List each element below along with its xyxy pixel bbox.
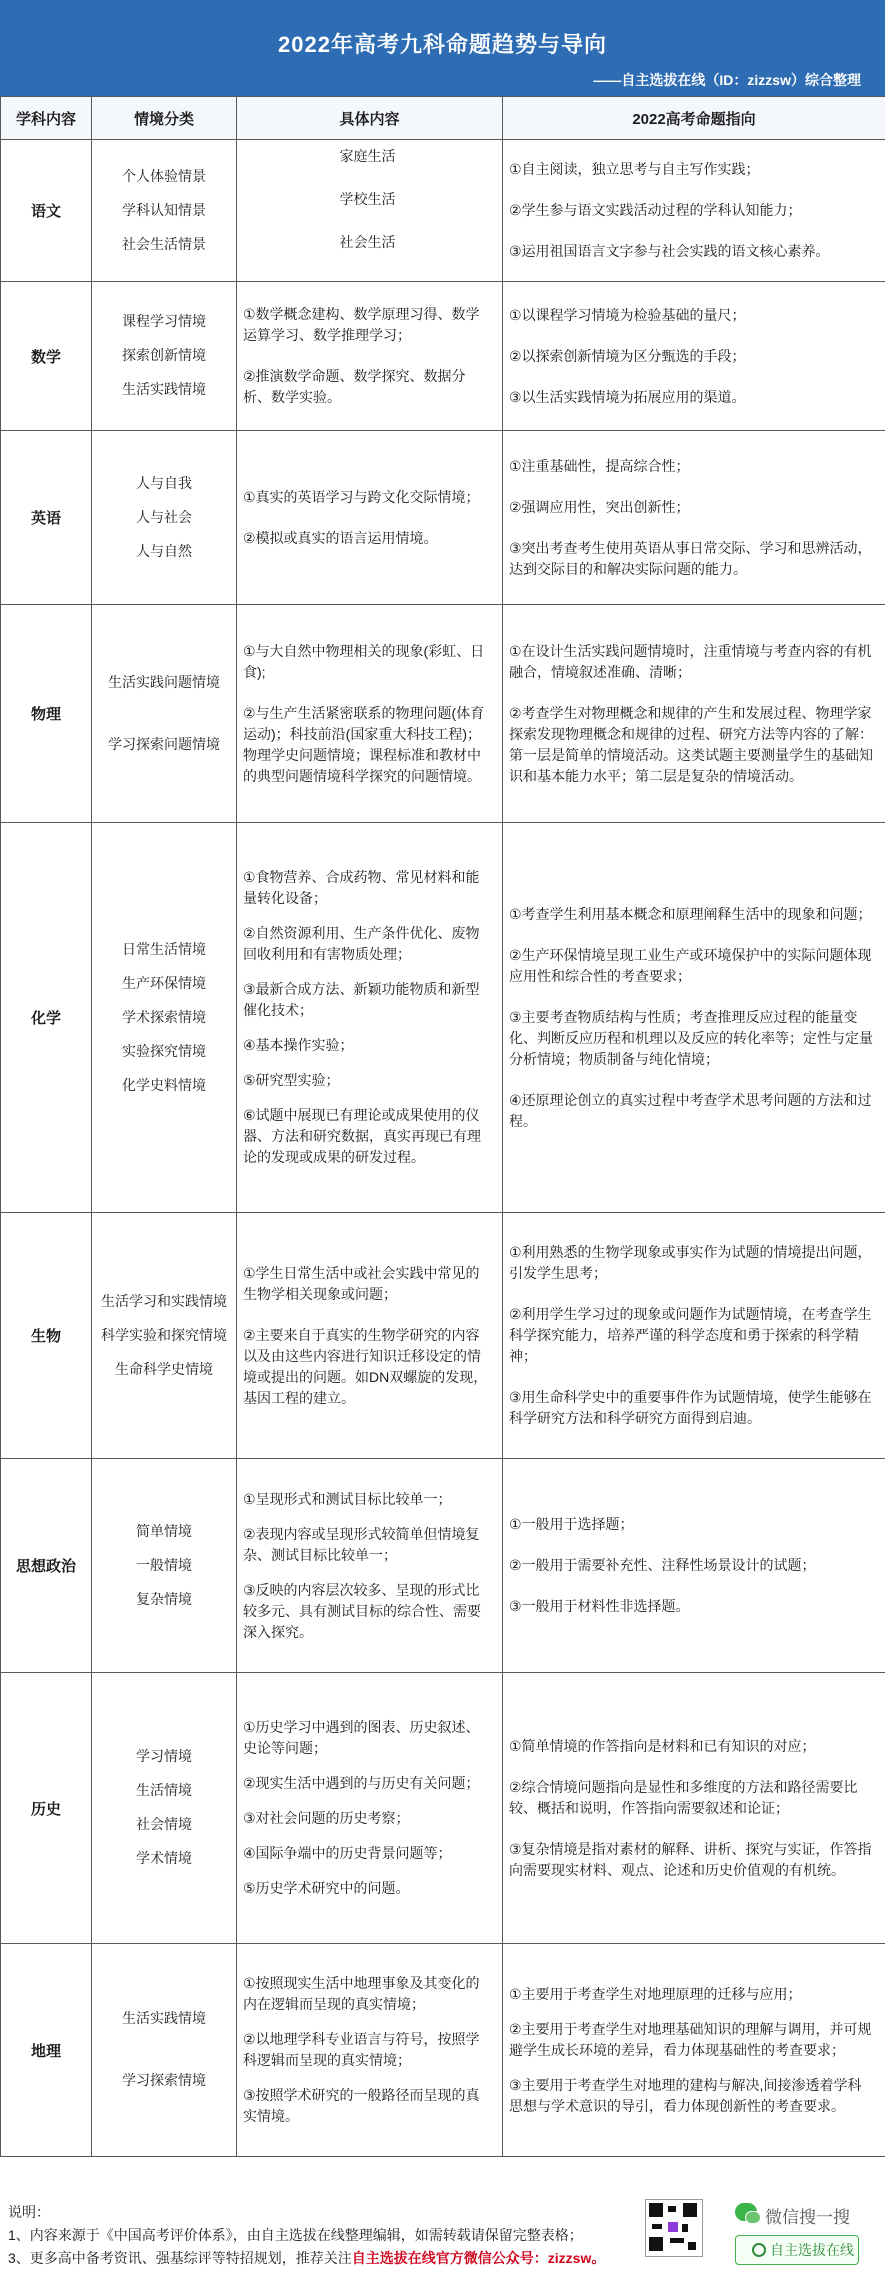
category-item: 学习探索问题情境 <box>108 735 220 752</box>
note-2-highlight: 自主选拔在线官方微信公众号：zizzsw。 <box>351 2250 606 2266</box>
subject-cell: 英语 <box>1 431 92 605</box>
category-cell <box>92 282 237 431</box>
category-cell <box>92 823 237 1213</box>
content-item: ①数学概念建构、数学原理习得、数学运算学习、数学推理学习； <box>243 306 480 343</box>
subject-cell: 物理 <box>1 605 92 823</box>
content-cell <box>237 282 503 431</box>
content-cell <box>237 140 503 282</box>
direction-item: ③复杂情境是指对素材的解释、讲析、探究与实证，作答指向需要现实材料、观点、论述和历史价值观的有机统。 <box>509 1840 872 1878</box>
table-row-chemistry <box>1 823 885 1213</box>
direction-item: ③主要考查物质结构与性质；考查推理反应过程的能量变化、判断反应历程和机理以及反应的转化率等；定性与定量分析情境；物质制备与纯化情境； <box>509 1008 873 1067</box>
content-cell <box>237 1459 503 1673</box>
direction-item: ①注重基础性，提高综合性； <box>509 457 690 474</box>
direction-item: ①简单情境的作答指向是材料和已有知识的对应； <box>509 1737 816 1754</box>
search-icon <box>752 2243 766 2257</box>
content-item: ②表现内容或呈现形式较简单但情境复杂、测试目标比较单一； <box>243 1525 480 1563</box>
header-content: 具体内容 <box>237 97 503 140</box>
direction-item: ③以生活实践情境为拓展应用的渠道。 <box>509 388 746 405</box>
category-item: 学习情境 <box>136 1748 192 1764</box>
content-item: ①学生日常生活中或社会实践中常见的生物学相关现象或问题； <box>243 1264 480 1302</box>
page-header <box>0 0 885 96</box>
content-item: ①真实的英语学习与跨文化交际情境； <box>243 488 480 505</box>
direction-item: ②生产环保情境呈现工业生产或环境保护中的实际问题体现应用性和综合性的考查要求； <box>509 946 872 984</box>
content-item: 社会生活 <box>339 234 396 250</box>
subject-cell: 数学 <box>1 282 92 431</box>
direction-item: ②利用学生学习过的现象或问题作为试题情境，在考查学生科学探究能力，培养严谨的科学态度和勇于探索的科学精神； <box>509 1306 872 1364</box>
category-item: 生活实践情境 <box>122 381 206 397</box>
category-item: 学习探索情境 <box>122 2072 206 2088</box>
page-footer <box>0 2193 885 2286</box>
category-item: 学术情境 <box>136 1850 192 1866</box>
category-cell <box>92 140 237 282</box>
content-cell <box>237 823 503 1213</box>
content-item: ①呈现形式和测试目标比较单一； <box>243 1490 452 1507</box>
direction-cell <box>503 140 885 282</box>
category-item: 人与社会 <box>136 508 192 525</box>
table-header-row <box>1 97 885 140</box>
direction-item: ③用生命科学史中的重要事件作为试题情境，使学生能够在科学研究方法和科学研究方面得到启迪。 <box>509 1389 872 1426</box>
subject-cell: 生物 <box>1 1213 92 1459</box>
content-item: ③按照学术研究的一般路径而呈现的真实情境。 <box>243 2087 480 2124</box>
wechat-search-text: 微信搜一搜 <box>765 2208 850 2227</box>
content-item: 学校生活 <box>339 191 396 207</box>
note-2-text: 3、更多高中备考资讯、强基综评等特招规划，推荐关注 <box>8 2250 352 2266</box>
category-item: 个人体验情景 <box>122 167 206 184</box>
content-item: ①与大自然中物理相关的现象(彩虹、日食); <box>243 642 485 680</box>
category-item: 生产环保情境 <box>122 974 206 991</box>
content-item: ③最新合成方法、新颖功能物质和新型催化技术； <box>243 981 480 1018</box>
direction-item: ①利用熟悉的生物学现象或事实作为试题的情境提出问题，引发学生思考； <box>509 1244 872 1281</box>
note-2 <box>8 2247 605 2270</box>
category-item: 一般情境 <box>136 1556 192 1573</box>
content-item: ②以地理学科专业语言与符号，按照学科逻辑而呈现的真实情境； <box>243 2031 480 2068</box>
direction-item: ①以课程学习情境为检验基础的量尺； <box>509 306 746 323</box>
table-row-politics <box>1 1459 885 1673</box>
category-cell <box>92 1213 237 1459</box>
direction-item: ③运用祖国语言文字参与社会实践的语文核心素养。 <box>509 243 830 259</box>
content-cell <box>237 1213 503 1459</box>
direction-item: ③主要用于考查学生对地理的建构与解决,间接渗透着学科思想与学术意识的导引，看力体现创新性的考查要求。 <box>509 2076 862 2114</box>
category-item: 生活学习和实践情境 <box>101 1292 227 1309</box>
category-cell <box>92 1944 237 2157</box>
subject-cell: 地理 <box>1 1944 92 2157</box>
direction-item: ③一般用于材料性非选择题。 <box>509 1598 690 1614</box>
direction-item: ①自主阅读，独立思考与自主写作实践； <box>509 161 760 177</box>
direction-cell <box>503 605 885 823</box>
category-item: 简单情境 <box>136 1522 192 1539</box>
content-item: ④基本操作实验； <box>243 1037 354 1053</box>
header-subject: 学科内容 <box>1 97 92 140</box>
notes-title: 说明： <box>8 2204 50 2220</box>
category-item: 实验探究情境 <box>122 1042 206 1059</box>
category-cell <box>92 1459 237 1673</box>
category-item: 人与自然 <box>136 542 192 559</box>
table-row-history <box>1 1673 885 1944</box>
category-item: 探索创新情境 <box>122 347 206 363</box>
direction-item: ②一般用于需要补充性、注释性场景设计的试题； <box>509 1557 816 1573</box>
direction-item: ④还原理论创立的真实过程中考查学术思考问题的方法和过程。 <box>509 1091 872 1129</box>
category-item: 社会生活情景 <box>122 235 206 252</box>
table-row-biology <box>1 1213 885 1459</box>
direction-item: ②学生参与语文实践活动过程的学科认知能力； <box>509 202 802 218</box>
table-row-chinese <box>1 140 885 282</box>
wechat-search-label <box>735 2199 865 2229</box>
page-subtitle: ——自主选拔在线（ID：zizzsw）综合整理 <box>593 72 861 88</box>
content-item: ②主要来自于真实的生物学研究的内容以及由这些内容进行知识迁移设定的情境或提出的问题。如DN双螺旋的发现，基因工程的建立。 <box>243 1326 488 1406</box>
subject-cell: 语文 <box>1 140 92 282</box>
content-item: ①历史学习中遇到的图表、历史叙述、史论等问题； <box>243 1719 480 1756</box>
direction-item: ②强调应用性，突出创新性； <box>509 498 690 515</box>
direction-item: ①在设计生活实践问题情境时，注重情境与考查内容的有机融合，情境叙述准确、清晰； <box>509 642 872 680</box>
wechat-icon <box>735 2203 757 2221</box>
content-item: 家庭生活 <box>339 148 396 164</box>
content-cell <box>237 605 503 823</box>
category-cell <box>92 431 237 605</box>
direction-cell <box>503 1673 885 1944</box>
direction-item: ③突出考查考生使用英语从事日常交际、学习和思辨活动，达到交际目的和解决实际问题的能力。 <box>509 539 872 577</box>
direction-item: ②主要用于考查学生对地理基础知识的理解与调用，并可规避学生成长环境的差异，看力体现基础性的考查要求； <box>509 2020 872 2058</box>
wechat-search-button[interactable] <box>735 2235 859 2265</box>
content-item: ②推演数学命题、数学探究、数据分析、数学实验。 <box>243 368 466 405</box>
header-category: 情境分类 <box>92 97 237 140</box>
content-item: ②自然资源利用、生产条件优化、废物回收利用和有害物质处理； <box>243 925 480 962</box>
direction-cell <box>503 282 885 431</box>
content-item: ⑥试题中展现已有理论或成果使用的仪器、方法和研究数据，真实再现已有理论的发现或成果的研发过程。 <box>243 1107 481 1165</box>
content-item: ⑤历史学术研究中的问题。 <box>243 1880 410 1896</box>
content-item: ③反映的内容层次较多、呈现的形式比较多元、具有测试目标的综合性、需要深入探究。 <box>243 1581 481 1640</box>
direction-item: ①一般用于选择题； <box>509 1516 634 1532</box>
category-item: 学术探索情境 <box>122 1008 206 1025</box>
direction-cell <box>503 823 885 1213</box>
subject-cell: 历史 <box>1 1673 92 1944</box>
category-item: 科学实验和探究情境 <box>101 1326 227 1343</box>
qr-code-icon <box>645 2199 703 2257</box>
content-item: ④国际争端中的历史背景问题等； <box>243 1845 452 1861</box>
content-item: ①食物营养、合成药物、常见材料和能量转化设备； <box>243 869 480 906</box>
category-item: 生命科学史情境 <box>115 1360 213 1377</box>
note-1: 1、内容来源于《中国高考评价体系》，由自主选拔在线整理编辑，如需转载请保留完整表格； <box>8 2227 583 2243</box>
table-row-physics <box>1 605 885 823</box>
category-item: 生活实践情境 <box>122 2010 206 2026</box>
direction-item: ②以探索创新情境为区分甄选的手段； <box>509 347 746 364</box>
direction-cell <box>503 1944 885 2157</box>
content-item: ②模拟或真实的语言运用情境。 <box>243 529 438 546</box>
content-item: ⑤研究型实验； <box>243 1072 340 1088</box>
table-row-geography <box>1 1944 885 2157</box>
category-item: 生活实践问题情境 <box>108 673 220 690</box>
direction-item: ②考查学生对物理概念和规律的产生和发展过程、物理学家探索发现物理概念和规律的过程、研究方法等内容的了解：第一层是简单的情境活动。这类试题主要测量学生的基础知识和基本能力水平；第二层是复杂的情境活动。 <box>509 704 873 784</box>
content-item: ③对社会问题的历史考察； <box>243 1810 410 1826</box>
direction-item: ①考查学生利用基本概念和原理阐释生活中的现象和问题； <box>509 905 872 922</box>
category-item: 学科认知情景 <box>122 201 206 218</box>
content-item: ②现实生活中遇到的与历史有关问题； <box>243 1775 480 1791</box>
direction-item: ②综合情境问题指向是显性和多维度的方法和路径需要比较、概括和说明，作答指向需要叙述和论证； <box>509 1778 858 1816</box>
content-cell <box>237 1673 503 1944</box>
footer-notes <box>8 2201 605 2270</box>
table-row-math <box>1 282 885 431</box>
category-item: 复杂情境 <box>136 1590 192 1607</box>
direction-item: ①主要用于考查学生对地理原理的迁移与应用； <box>509 1985 802 2002</box>
content-item: ①按照现实生活中地理事象及其变化的内在逻辑而呈现的真实情境； <box>243 1975 480 2012</box>
page-title: 2022年高考九科命题趋势与导向 <box>278 32 607 57</box>
content-item: ②与生产生活紧密联系的物理问题(体育运动)；科技前沿(国家重大科技工程)；物理学史问题情境；课程标准和教材中的典型问题情境科学探究的问题情境。 <box>243 704 485 784</box>
category-cell <box>92 1673 237 1944</box>
header-direction: 2022高考命题指向 <box>503 97 885 140</box>
category-item: 社会情境 <box>136 1816 192 1832</box>
direction-cell <box>503 1459 885 1673</box>
direction-cell <box>503 431 885 605</box>
category-item: 化学史料情境 <box>122 1076 206 1093</box>
table-row-english <box>1 431 885 605</box>
category-item: 课程学习情境 <box>122 313 206 329</box>
subject-cell: 思想政治 <box>1 1459 92 1673</box>
category-cell <box>92 605 237 823</box>
subject-cell: 化学 <box>1 823 92 1213</box>
direction-cell <box>503 1213 885 1459</box>
wechat-button-label: 自主选拔在线 <box>770 2242 854 2258</box>
category-item: 日常生活情境 <box>122 940 206 957</box>
category-item: 生活情境 <box>136 1782 192 1798</box>
trend-table <box>0 96 885 2157</box>
content-cell <box>237 1944 503 2157</box>
category-item: 人与自我 <box>136 474 192 491</box>
content-cell <box>237 431 503 605</box>
